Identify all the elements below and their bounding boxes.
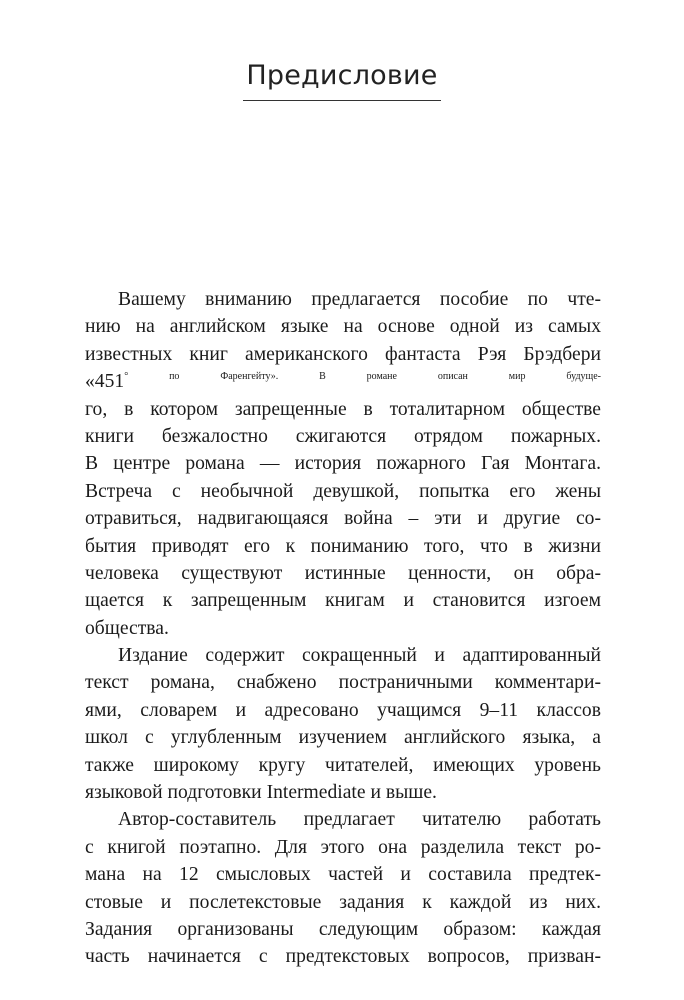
text-line: школ с углубленным изучением английского языка, а <box>85 727 601 749</box>
text-line: с книгой поэтапно. Для этого она разделила текст ро- <box>85 836 601 858</box>
text-line: часть начинается с предтекстовых вопросов, призван- <box>85 946 601 968</box>
text-line: щается к запрещенным книгам и становится изгоем <box>85 590 601 612</box>
text-line: также широкому кругу читателей, имеющих уровень <box>85 754 601 776</box>
text-line: Издание содержит сокращенный и адаптированный <box>118 645 601 667</box>
text-line: известных книг американского фантаста Рэя Брэдбери <box>85 343 601 365</box>
text-line: общества. <box>85 617 169 639</box>
preface-text <box>85 286 601 971</box>
text-line: языковой подготовки Intermediate и выше. <box>85 782 437 804</box>
text-line: текст романа, снабжено постраничными комментари- <box>85 672 601 694</box>
text-line: В центре романа — история пожарного Гая Монтага. <box>85 453 601 475</box>
text-line: нию на английском языке на основе одной из самых <box>85 316 601 338</box>
text-line: Вашему вниманию предлагается пособие по чте- <box>118 289 601 310</box>
text-fragment: «451 <box>85 371 125 393</box>
text-line: человека существуют истинные ценности, он обра- <box>85 562 601 584</box>
text-line: го, в котором запрещенные в тоталитарном обществе <box>85 398 601 420</box>
title-underline <box>243 100 441 101</box>
text-line: отравиться, надвигающаяся война – эти и другие со- <box>85 508 601 530</box>
text-line: Автор-составитель предлагает читателю работать <box>118 809 601 831</box>
text-line <box>85 368 601 395</box>
degree-superscript: ° по Фаренгейту». В романе описан мир будуще- <box>124 371 601 383</box>
text-line: Встреча с необычной девушкой, попытка его жены <box>85 480 601 502</box>
text-line: Задания организованы следующим образом: каждая <box>85 918 601 940</box>
text-line: ями, словарем и адресовано учащимся 9–11 классов <box>85 699 601 721</box>
text-line: мана на 12 смысловых частей и составила предтек- <box>85 864 601 886</box>
text-line: книги безжалостно сжигаются отрядом пожарных. <box>85 425 601 447</box>
page-title: Предисловие <box>246 60 438 91</box>
text-line: бытия приводят его к пониманию того, что в жизни <box>85 535 601 557</box>
text-line: стовые и послетекстовые задания к каждой из них. <box>85 891 601 913</box>
